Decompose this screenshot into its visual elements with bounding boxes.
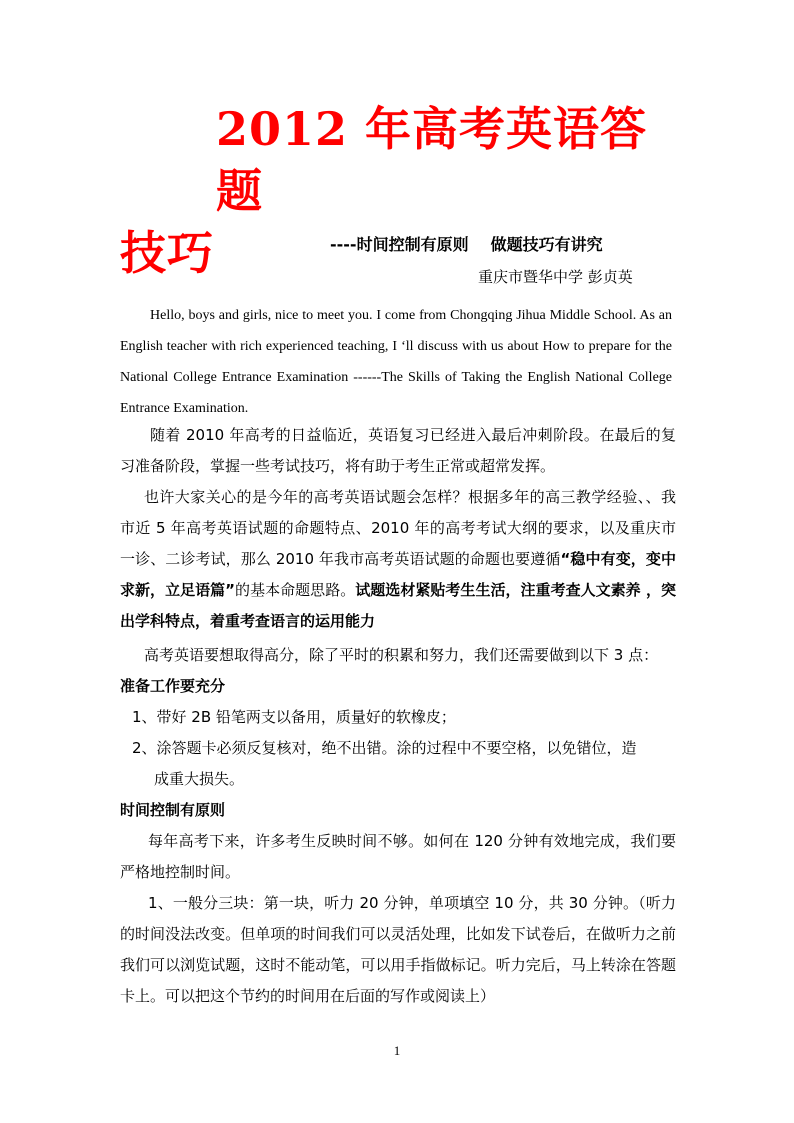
list-item [120, 733, 688, 795]
paragraph-time-intro: 每年高考下来，许多考生反映时间不够。如何在 120 分钟有效地完成，我们要严格地控制时间。 [120, 832, 676, 881]
paragraph-expectation-bold-1: “稳中有变，变中求新，立足语篇” [120, 550, 676, 599]
title-line-2: 技巧 [120, 226, 214, 280]
list-item: 1、带好 2B 铅笔两支以备用，质量好的软橡皮； [132, 708, 456, 726]
paragraph-expectation-bold-2: 试题选材紧贴考生生活，注重考查人文素养 ，突出学科特点，着重考查语言的运用能力 [120, 581, 676, 630]
heading-preparation: 准备工作要充分 [120, 677, 226, 695]
page-number: 1 [393, 1043, 401, 1058]
subtitle-right: 做题技巧有讲究 [490, 235, 603, 254]
paragraph-expectation-text-2: 的基本命题思路。 [235, 581, 356, 599]
paragraph-time-split: 1、一般分三块：第一块，听力 20 分钟，单项填空 10 分，共 30 分钟。（听力的时间没法改变。但单项的时间我们可以灵活处理，比如发下试卷后，在做听力之前我们可以浏览试题，这时不能动笔，可以用手指做标记。听力完后，马上转涂在答题卡上。可以把这个节约的时间用在后面的写作或阅读上） [120, 894, 676, 1005]
author-line: 重庆市暨华中学 彭贞英 [478, 268, 633, 286]
title-line-1: 2012 年高考英语答题 [216, 102, 648, 218]
english-intro-paragraph: Hello, boys and girls, nice to meet you. I come from Chongqing Jihua Middle School. As an English teacher with rich experienced teaching, I ‘ll discuss with us about How to prepare for the National College Entrance Examination ------The Skills of Taking the English National College Entrance Examination. [120, 308, 672, 416]
paragraph-intro: 随着 2010 年高考的日益临近，英语复习已经进入最后冲刺阶段。在最后的复习准备阶段，掌握一些考试技巧，将有助于考生正常或超常发挥。 [120, 426, 676, 475]
list-item-line-2: 成重大损失。 [154, 770, 245, 788]
document-subtitle [330, 232, 603, 255]
list-item-line-1: 2、涂答题卡必须反复核对，绝不出错。涂的过程中不要空格，以免错位，造 [132, 739, 637, 757]
paragraph-three-points: 高考英语要想取得高分，除了平时的积累和努力，我们还需要做到以下 3 点： [144, 646, 659, 664]
paragraph-expectation-text-1: 也许大家关心的是今年的高考英语试题会怎样？根据多年的高三教学经验、、我市近 5 年高考英语试题的命题特点、2010 年的高考考试大纲的要求，以及重庆市一诊、二诊考试，那么 2010 年我市高考英语试题的命题也要遵循 [120, 488, 676, 568]
paragraph-expectation [120, 482, 676, 637]
heading-time-control: 时间控制有原则 [120, 801, 226, 819]
subtitle-left: ----时间控制有原则 [330, 235, 469, 254]
document-title [120, 98, 680, 284]
